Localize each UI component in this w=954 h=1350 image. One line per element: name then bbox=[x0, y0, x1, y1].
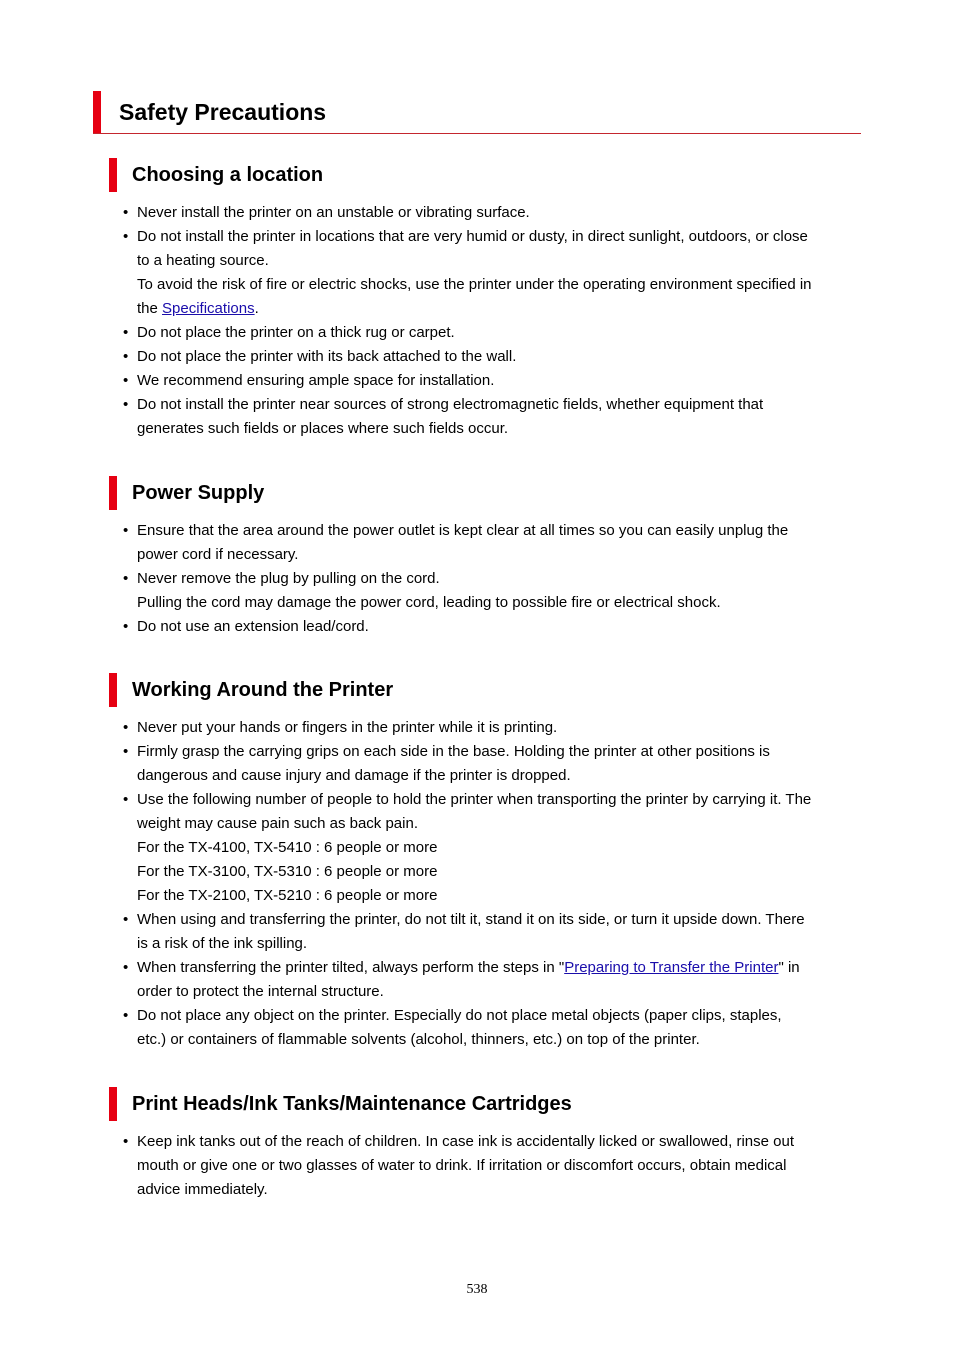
specifications-link[interactable]: Specifications bbox=[162, 300, 255, 317]
list-item: • Never remove the plug by pulling on the cord. Pulling the cord may damage the power cord, leading to possible fire or electrical shock. bbox=[109, 567, 861, 615]
list-item: • Never install the printer on an unstable or vibrating surface. bbox=[109, 201, 861, 225]
bullet-icon: • bbox=[123, 324, 129, 341]
bullet-icon: • bbox=[123, 743, 129, 760]
bullet-icon: • bbox=[123, 959, 129, 976]
bullet-icon: • bbox=[123, 348, 129, 365]
bullet-icon: • bbox=[123, 570, 129, 587]
list-item: • Do not install the printer near sources of strong electromagnetic fields, whether equipment that generates such fields or places where such fields occur. bbox=[109, 393, 861, 441]
page-number: 538 bbox=[466, 1282, 488, 1297]
bullet-icon: • bbox=[123, 1007, 129, 1024]
bullet-icon: • bbox=[123, 719, 129, 736]
section-heading bbox=[109, 476, 861, 510]
list-item: • Do not use an extension lead/cord. bbox=[109, 615, 861, 639]
bullet-icon: • bbox=[123, 791, 129, 808]
section-accent-bar bbox=[109, 476, 117, 510]
bullet-icon: • bbox=[123, 228, 129, 245]
section-choosing-location bbox=[109, 158, 861, 441]
list-item: • When using and transferring the printer, do not tilt it, stand it on its side, or turn it upside down. There is a risk of the ink spilling. bbox=[109, 908, 861, 956]
bullet-icon: • bbox=[123, 396, 129, 413]
bullet-list bbox=[109, 519, 861, 639]
list-item: • Use the following number of people to hold the printer when transporting the printer by carrying it. The weight may cause pain such as back pain. For the TX-4100, TX-5410 : 6 people or more For the TX-3100, TX-5310 : 6 people or more For the TX-2100, TX-5210 : 6 people or more bbox=[109, 788, 861, 908]
list-item: • Keep ink tanks out of the reach of children. In case ink is accidentally licked or swallowed, rinse out mouth or give one or two glasses of water to drink. If irritation or discomfort occurs, obtain medical advice immediately. bbox=[109, 1130, 861, 1202]
bullet-icon: • bbox=[123, 911, 129, 928]
section-heading bbox=[109, 673, 861, 707]
bullet-icon: • bbox=[123, 204, 129, 221]
section-title: Working Around the Printer bbox=[132, 679, 394, 701]
list-item: • Do not place any object on the printer. Especially do not place metal objects (paper clips, staples, etc.) or containers of flammable solvents (alcohol, thinners, etc.) on top of the printer. bbox=[109, 1004, 861, 1052]
section-working-around-printer bbox=[109, 673, 861, 1052]
page-title-header bbox=[93, 91, 861, 134]
list-item: • Do not install the printer in locations that are very humid or dusty, in direct sunlight, outdoors, or close to a heating source. To avoid the risk of fire or electric shocks, use the printer under the operating environment specified in the Specifications. bbox=[109, 225, 861, 321]
section-title: Choosing a location bbox=[132, 164, 324, 186]
section-power-supply bbox=[109, 476, 861, 639]
title-accent-bar bbox=[93, 91, 101, 133]
bullet-list bbox=[109, 1130, 861, 1202]
bullet-list bbox=[109, 201, 861, 441]
section-print-heads-ink-tanks bbox=[109, 1087, 861, 1202]
list-item: • When transferring the printer tilted, always perform the steps in "Preparing to Transfer the Printer" in order to protect the internal structure. bbox=[109, 956, 861, 1004]
preparing-to-transfer-link[interactable]: Preparing to Transfer the Printer bbox=[564, 959, 779, 976]
section-accent-bar bbox=[109, 673, 117, 707]
section-heading bbox=[109, 1087, 861, 1121]
list-item: • Do not place the printer with its back attached to the wall. bbox=[109, 345, 861, 369]
bullet-icon: • bbox=[123, 618, 129, 635]
list-item: • Never put your hands or fingers in the printer while it is printing. bbox=[109, 716, 861, 740]
section-heading bbox=[109, 158, 861, 192]
list-item: • We recommend ensuring ample space for installation. bbox=[109, 369, 861, 393]
bullet-icon: • bbox=[123, 1133, 129, 1150]
section-title: Print Heads/Ink Tanks/Maintenance Cartridges bbox=[132, 1093, 572, 1115]
section-title: Power Supply bbox=[132, 482, 265, 504]
section-accent-bar bbox=[109, 1087, 117, 1121]
list-item: • Firmly grasp the carrying grips on each side in the base. Holding the printer at other positions is dangerous and cause injury and damage if the printer is dropped. bbox=[109, 740, 861, 788]
page-title: Safety Precautions bbox=[119, 99, 327, 125]
list-item: • Ensure that the area around the power outlet is kept clear at all times so you can easily unplug the power cord if necessary. bbox=[109, 519, 861, 567]
bullet-icon: • bbox=[123, 522, 129, 539]
bullet-icon: • bbox=[123, 372, 129, 389]
list-item: • Do not place the printer on a thick rug or carpet. bbox=[109, 321, 861, 345]
section-accent-bar bbox=[109, 158, 117, 192]
bullet-list bbox=[109, 716, 861, 1052]
